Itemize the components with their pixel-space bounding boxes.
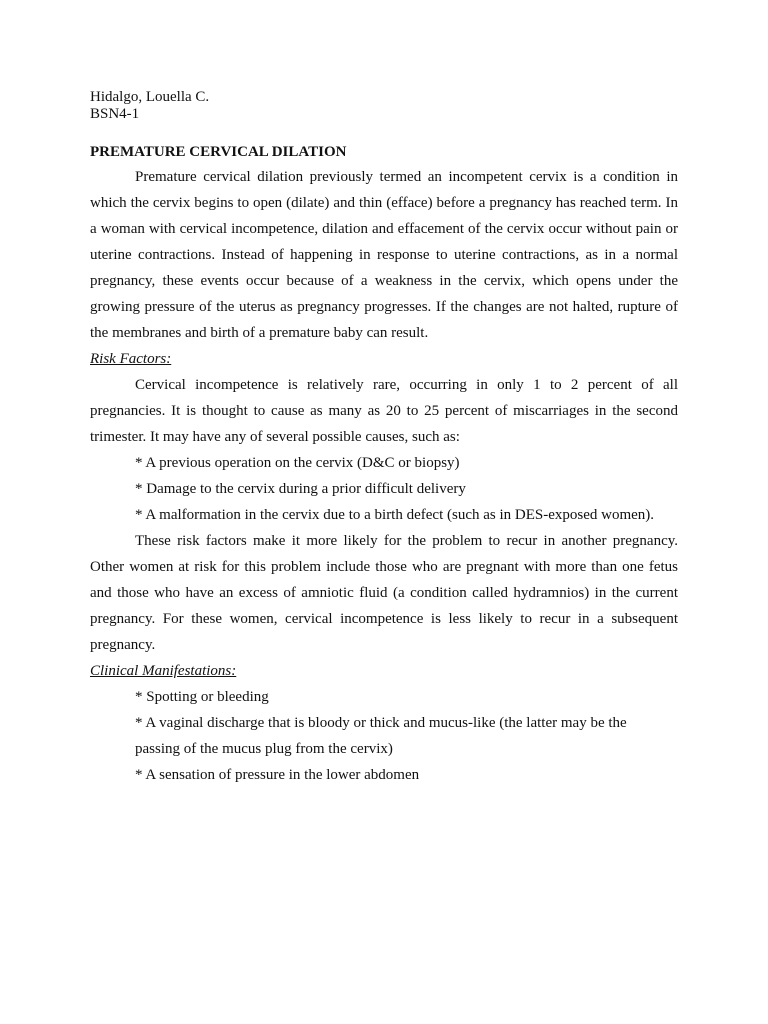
risk-factor-item: * Damage to the cervix during a prior difficult delivery <box>135 481 466 497</box>
risk-factor-item: * A previous operation on the cervix (D&C or biopsy) <box>135 455 460 471</box>
manifestation-item: * A vaginal discharge that is bloody or thick and mucus-like (the latter may be the passing of the mucus plug from the cervix) <box>135 715 627 757</box>
clinical-manifestations-heading: Clinical Manifestations: <box>90 663 237 679</box>
document-title: PREMATURE CERVICAL DILATION <box>90 144 347 160</box>
author-name: Hidalgo, Louella C. <box>90 89 210 105</box>
author-section: BSN4-1 <box>90 106 140 122</box>
document-page <box>90 89 678 788</box>
manifestation-item: * A sensation of pressure in the lower abdomen <box>135 767 420 783</box>
risk-factors-followup: These risk factors make it more likely for the problem to recur in another pregnancy. Other women at risk for this problem include those who are pregnant with more than one fetus and those who have an excess of amniotic fluid (a condition called hydramnios) in the current pregnancy. For these women, cervical incompetence is less likely to recur in a subsequent pregnancy. <box>90 533 678 653</box>
risk-factors-paragraph: Cervical incompetence is relatively rare, occurring in only 1 to 2 percent of all pregnancies. It is thought to cause as many as 20 to 25 percent of miscarriages in the second trimester. It may have any of several possible causes, such as: <box>90 377 678 445</box>
manifestation-item: * Spotting or bleeding <box>135 689 269 705</box>
risk-factors-heading: Risk Factors: <box>90 351 172 367</box>
risk-factor-item: * A malformation in the cervix due to a birth defect (such as in DES-exposed women). <box>135 507 655 523</box>
intro-paragraph: Premature cervical dilation previously termed an incompetent cervix is a condition in which the cervix begins to open (dilate) and thin (efface) before a pregnancy has reached term. In a woman with cervical incompetence, dilation and effacement of the cervix occur without pain or uterine contractions. Instead of happening in response to uterine contractions, as in a normal pregnancy, these events occur because of a weakness in the cervix, which opens under the growing pressure of the uterus as pregnancy progresses. If the changes are not halted, rupture of the membranes and birth of a premature baby can result. <box>90 169 678 341</box>
